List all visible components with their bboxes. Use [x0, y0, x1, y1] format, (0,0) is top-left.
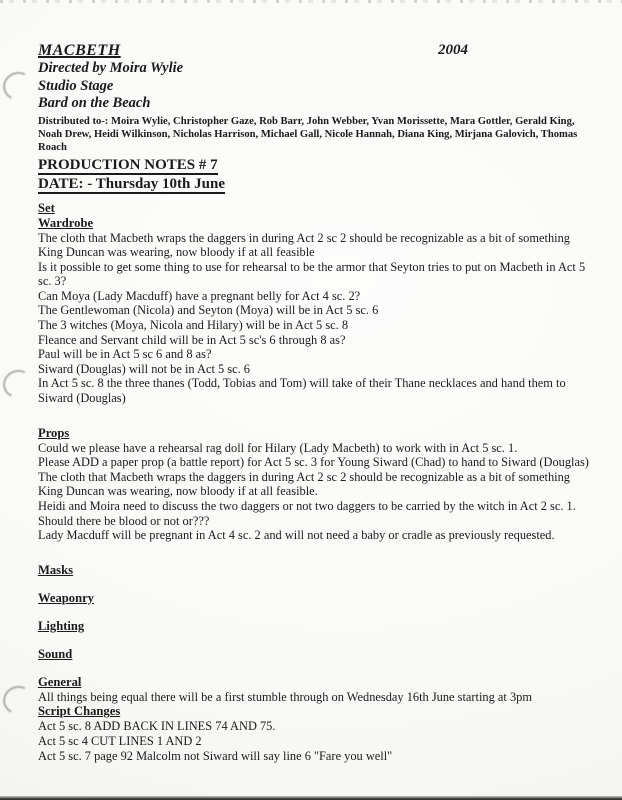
note-paragraph: Heidi and Moira need to discuss the two daggers or not two daggers to be carried by the witch in Act 2 sc. 1. Should there be blood or not or???	[38, 499, 576, 528]
section-props	[38, 426, 598, 543]
section-lighting	[38, 619, 598, 634]
note-paragraph: All things being equal there will be a first stumble through on Wednesday 16th June starting at 3pm	[38, 689, 532, 704]
credit-directed-by: Directed by Moira Wylie	[38, 60, 184, 76]
title-row	[38, 42, 598, 60]
distribution-list: Distributed to-: Moira Wylie, Christopher Gaze, Rob Barr, John Webber, Yvan Morissette, Mara Gottler, Gerald King, Noah Drew, Heidi Wilkinson, Nicholas Harrison, Michael Gall, Nicole Hannah, Diana King, Mirjana Galovich, Thomas Roach	[38, 115, 578, 153]
note-paragraph: The Gentlewoman (Nicola) and Seyton (Moya) will be in Act 5 sc. 6	[38, 303, 379, 318]
credit-company: Bard on the Beach	[38, 95, 151, 111]
section-weaponry	[38, 591, 598, 606]
section-heading: Script Changes	[38, 704, 121, 719]
note-paragraph: Could we please have a rehearsal rag doll for Hilary (Lady Macbeth) to work with in Act 5 sc. 1.	[38, 440, 518, 455]
note-paragraph: Can Moya (Lady Macduff) have a pregnant belly for Act 4 sc. 2?	[38, 288, 361, 303]
hole-punch-shadow	[0, 68, 37, 104]
section-heading: General	[38, 674, 82, 689]
scan-artifact-top-edge	[0, 0, 622, 3]
section-masks	[38, 563, 598, 578]
section-sound	[38, 647, 598, 662]
note-paragraph: The 3 witches (Moya, Nicola and Hilary) will be in Act 5 sc. 8	[38, 318, 349, 333]
section-set	[38, 201, 598, 216]
note-paragraph: Lady Macduff will be pregnant in Act 4 sc. 2 and will not need a baby or cradle as previously requested.	[38, 528, 555, 543]
sections-container	[38, 201, 598, 764]
credit-venue-stage: Studio Stage	[38, 77, 114, 94]
note-paragraph: Siward (Douglas) will not be in Act 5 sc. 6	[38, 361, 250, 376]
section-heading: Masks	[38, 562, 73, 577]
date-heading-text: DATE: - Thursday 10th June	[38, 175, 225, 192]
section-heading: Props	[38, 425, 70, 440]
hole-punch-shadow	[0, 366, 37, 402]
note-paragraph: Act 5 sc 4 CUT LINES 1 AND 2	[38, 733, 202, 748]
note-paragraph: Act 5 sc. 7 page 92 Malcolm not Siward will say line 6 "Fare you well"	[38, 748, 393, 763]
document-content	[38, 42, 598, 763]
note-paragraph: Please ADD a paper prop (a battle report) for Act 5 sc. 3 for Young Siward (Chad) to hand to Siward (Douglas)	[38, 455, 589, 470]
production-notes-heading	[38, 156, 598, 175]
section-heading: Sound	[38, 646, 73, 661]
date-heading	[38, 175, 598, 194]
section-general	[38, 675, 598, 705]
note-paragraph: The cloth that Macbeth wraps the daggers in during Act 2 sc 2 should be recognizable as a bit of something King Duncan was wearing, now bloody if at all feasible.	[38, 469, 570, 499]
section-heading: Lighting	[38, 618, 85, 633]
document-title: MACBETH	[38, 42, 121, 59]
note-paragraph: In Act 5 sc. 8 the three thanes (Todd, Tobias and Tom) will take of their Thane necklaces and hand them to Siward (Douglas)	[38, 376, 566, 406]
note-paragraph: The cloth that Macbeth wraps the daggers in during Act 2 sc 2 should be recognizable as a bit of something King Duncan was wearing, now bloody if at all feasible	[38, 230, 570, 260]
section-heading: Set	[38, 200, 55, 215]
section-heading: Weaponry	[38, 590, 94, 605]
note-paragraph: Paul will be in Act 5 sc 6 and 8 as?	[38, 347, 212, 362]
section-heading: Wardrobe	[38, 215, 94, 230]
note-paragraph: Fleance and Servant child will be in Act 5 sc's 6 through 8 as?	[38, 332, 346, 347]
section-script-changes	[38, 704, 598, 763]
note-paragraph: Act 5 sc. 8 ADD BACK IN LINES 74 AND 75.	[38, 719, 276, 734]
hole-punch-shadow	[0, 682, 37, 718]
production-year: 2004	[438, 42, 468, 58]
scan-artifact-bottom-edge	[0, 796, 622, 800]
section-wardrobe	[38, 216, 598, 406]
production-notes-heading-text: PRODUCTION NOTES # 7	[38, 156, 218, 173]
note-paragraph: Is it possible to get some thing to use for rehearsal to be the armor that Seyton tries to put on Macbeth in Act 5 sc. 3?	[38, 259, 586, 289]
